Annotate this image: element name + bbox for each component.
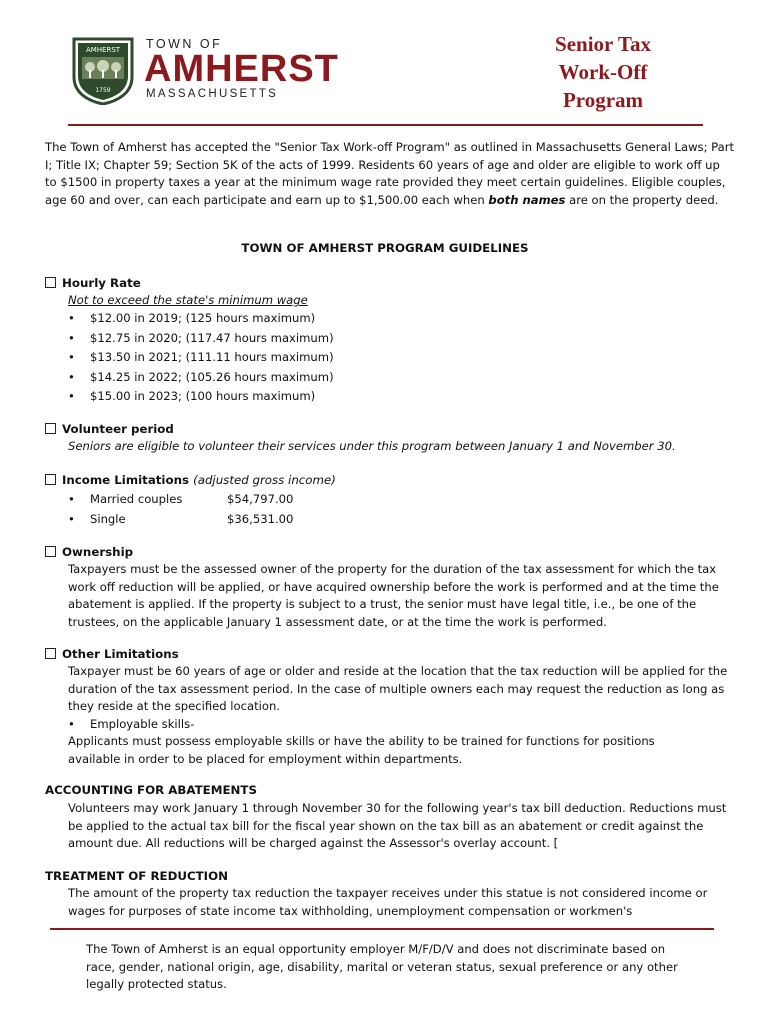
amherst-seal-logo: [70, 37, 136, 105]
header-divider: [68, 124, 703, 126]
list-item: • $12.75 in 2020; (117.47 hours maximum): [68, 330, 334, 345]
ownership-heading: Ownership: [45, 544, 133, 561]
checkbox-icon: [45, 474, 56, 485]
intro-text: The Town of Amherst has accepted the "Senior Tax Work-off Program" as outlined in Massachusetts General Laws; Part I; Title IX; Chapter 59; Section 5K of the acts of 1999. Residents 60 years of age and older are eligible to work off up to $1500 in property taxes a year at the minimum wage rate provided they meet certain guidelines. Eligible couples, age 60 and over, can each participate and earn up to $1,500.00 each when: [45, 140, 735, 207]
list-item: • $14.25 in 2022; (105.26 hours maximum): [68, 369, 334, 384]
treatment-heading: TREATMENT OF REDUCTION: [45, 869, 228, 883]
accounting-heading: ACCOUNTING FOR ABATEMENTS: [45, 783, 257, 797]
seal-text-town: AMHERST: [85, 46, 121, 54]
footer-divider: [50, 928, 714, 930]
income-note: (adjusted gross income): [193, 473, 336, 487]
town-name: AMHERST: [144, 48, 339, 90]
checkbox-icon: [45, 423, 56, 434]
checkbox-icon: [45, 277, 56, 288]
town-of-label: TOWN OF: [146, 37, 223, 51]
ownership-text: Taxpayers must be the assessed owner of the property for the duration of the tax assessment for which the tax work off reduction will be applied, or have acquired ownership before the work is performed and at the time the abatement is applied. If the property is subject to a trust, the senior must have legal title, i.e., be one of the trustees, on the applicable January 1 assessment date, or at the time the work is performed.: [68, 562, 719, 629]
state-label: MASSACHUSETTS: [146, 88, 279, 100]
seal-text-year: 1759: [95, 87, 111, 94]
title-line-1: Senior Tax: [555, 32, 651, 56]
footer-statement: The Town of Amherst is an equal opportunity employer M/F/D/V and does not discriminate based on race, gender, national origin, age, disability, marital or veteran status, sexual preference or any other legally protected status.: [86, 942, 678, 991]
list-item: • $13.50 in 2021; (111.11 hours maximum): [68, 350, 334, 364]
checkbox-icon: [45, 546, 56, 557]
list-item: • $12.00 in 2019; (125 hours maximum): [68, 311, 316, 325]
title-line-3: Program: [562, 88, 644, 112]
list-item: • Married couples $54,797.00: [68, 492, 294, 506]
guidelines-heading: TOWN OF AMHERST PROGRAM GUIDELINES: [241, 241, 529, 255]
program-title: [530, 30, 676, 114]
list-item: • $15.00 in 2023; (100 hours maximum): [68, 389, 316, 403]
intro-text-end: are on the property deed.: [565, 192, 719, 207]
accounting-text: Volunteers may work January 1 through November 30 for the following year's tax bill deduction. Reductions must be applied to the actual tax bill for the fiscal year shown on the tax bill as an abatement or credit against the amount due. All reductions will be charged against the Assessor's overlay account. [: [68, 801, 727, 850]
treatment-text: The amount of the property tax reduction the taxpayer receives under this statue is not considered income or wages for purposes of state income tax withholding, unemployment compensation or workmen's: [68, 886, 708, 918]
intro-paragraph: [45, 139, 735, 209]
income-limits-list: [68, 490, 293, 529]
other-limitations-heading: Other Limitations: [45, 646, 179, 663]
employable-skills-text: Applicants must possess employable skills or have the ability to be trained for functions for positions available in order to be placed for employment within departments.: [68, 734, 655, 766]
other-limitations-text: Taxpayer must be 60 years of age or older and reside at the location that the tax reduction will be applied for the duration of the tax assessment period. In the case of multiple owners each may request the reduction as long as they reside at the specified location.: [68, 664, 728, 713]
volunteer-period-heading: Volunteer period: [45, 421, 174, 438]
title-line-2: Work-Off: [558, 60, 648, 84]
employable-skills-list: [68, 715, 194, 735]
hourly-rate-list: [68, 309, 334, 407]
intro-emphasis: both names: [488, 192, 566, 207]
list-item: • Employable skills-: [68, 717, 195, 731]
income-limitations-heading: Income Limitations (adjusted gross income): [45, 472, 336, 489]
list-item: • Single $36,531.00: [68, 511, 294, 526]
hourly-rate-subheading: Not to exceed the state's minimum wage: [68, 293, 308, 307]
hourly-rate-heading: [45, 275, 141, 292]
checkbox-icon: [45, 648, 56, 659]
volunteer-period-text: Seniors are eligible to volunteer their services under this program between January 1 and November 30.: [68, 439, 676, 453]
hourly-rate-label: Hourly Rate: [62, 276, 141, 290]
